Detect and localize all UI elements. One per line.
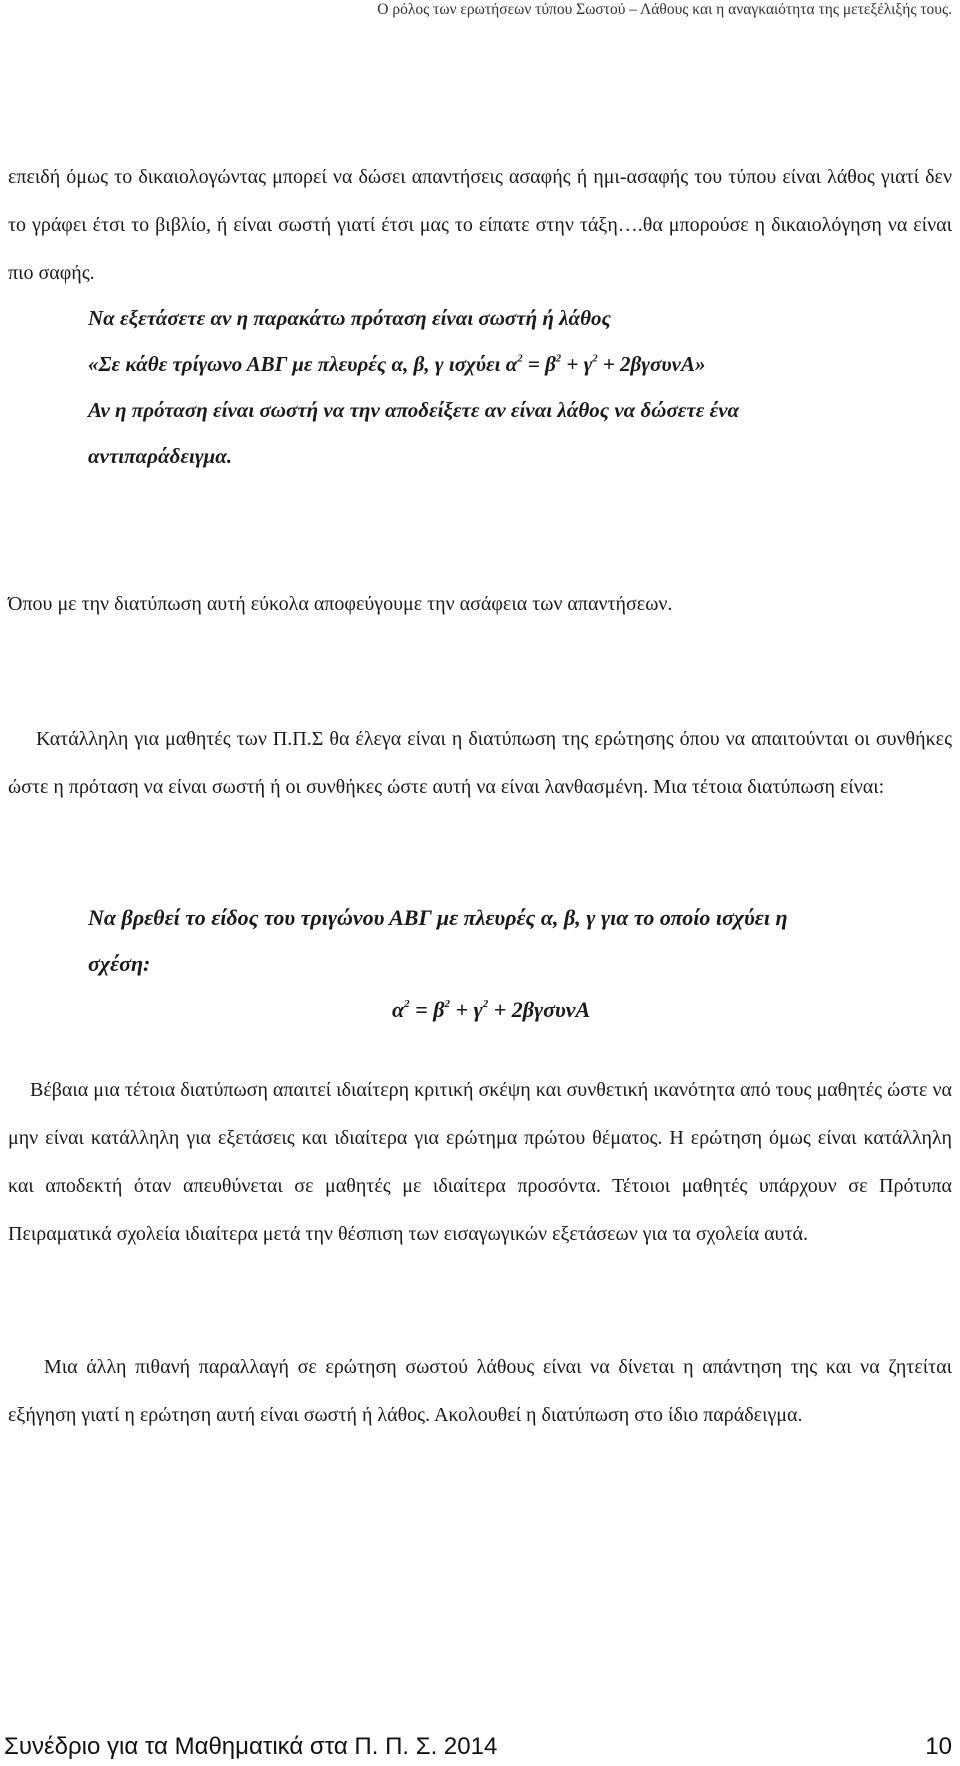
page-number: 10	[925, 1733, 952, 1760]
exponent: 2	[517, 353, 523, 365]
exponent: 2	[404, 998, 410, 1011]
formula-part: α	[392, 997, 405, 1022]
formula-part: + γ	[449, 997, 483, 1022]
exponent: 2	[482, 998, 489, 1011]
statement-text: = β	[522, 352, 556, 376]
formula-part: = β	[409, 997, 445, 1022]
question-line-1: Να εξετάσετε αν η παρακάτω πρόταση είναι σωστή ή λάθος	[88, 306, 611, 330]
formula-part: + 2βγσυνΑ	[488, 997, 591, 1022]
exponent: 2	[555, 353, 562, 365]
exponent: 2	[444, 998, 450, 1011]
question-line-3: Αν η πρόταση είναι σωστή να την αποδείξετε αν είναι λάθος να δώσετε ένα	[88, 398, 740, 422]
running-header: Ο ρόλος των ερωτήσεων τύπου Σωστού – Λάθους και η αναγκαιότητα της μετεξέλιξής τους.	[377, 1, 952, 18]
paragraph-variation: Μια άλλη πιθανή παραλλαγή σε ερώτηση σωστού λάθους είναι να δίνεται η απάντηση της και να ζητείται εξήγηση γιατί η ερώτηση αυτή είναι σωστή ή λάθος. Ακολουθεί η διατύπωση στο ίδιο παράδειγμα.	[8, 1356, 952, 1426]
paragraph-justification: επειδή όμως το δικαιολογώντας μπορεί να δώσει απαντήσεις ασαφής ή ημι-ασαφής του τύπου είναι λάθος γιατί δεν το γράφει έτσι το βιβλίο, ή είναι σωστή γιατί έτσι μας το είπατε στην τάξη….θα μπορούσε η δικαιολόγηση να είναι πιο σαφής.	[8, 166, 952, 284]
question-line-2: σχέση:	[88, 951, 151, 976]
relation-formula	[392, 997, 590, 1023]
exponent: 2	[592, 353, 598, 365]
footer-conference: Συνέδριο για τα Μαθηματικά στα Π. Π. Σ. 2014	[4, 1733, 498, 1760]
paragraph-suitable-wording: Κατάλληλη για μαθητές των Π.Π.Σ θα έλεγα είναι η διατύπωση της ερώτησης όπου να απαιτούνται οι συνθήκες ώστε η πρόταση να είναι σωστή ή οι συνθήκες ώστε αυτή να είναι λανθασμένη. Μια τέτοια διατύπωση είναι:	[8, 728, 952, 798]
question-line-2	[88, 352, 705, 377]
question-line-1: Να βρεθεί το είδος του τριγώνου ΑΒΓ με πλευρές α, β, γ για το οποίο ισχύει η	[88, 905, 788, 930]
statement-text: «Σε κάθε τρίγωνο ΑΒΓ με πλευρές α, β, γ ισχύει α	[88, 352, 518, 376]
question-line-4: αντιπαράδειγμα.	[88, 444, 233, 468]
statement-text: + γ	[561, 352, 593, 376]
paragraph-avoid-ambiguity: Όπου με την διατύπωση αυτή εύκολα αποφεύγουμε την ασάφεια των απαντήσεων.	[8, 593, 673, 615]
statement-text: + 2βγσυνΑ»	[597, 352, 706, 376]
paragraph-critical-thinking: Βέβαια μια τέτοια διατύπωση απαιτεί ιδιαίτερη κριτική σκέψη και συνθετική ικανότητα από τους μαθητές ώστε να μην είναι κατάλληλη για εξετάσεις και ιδιαίτερα για ερώτημα πρώτου θέματος. Η ερώτηση όμως είναι κατάλληλη και αποδεκτή όταν απευθύνεται σε μαθητές με ιδιαίτερα προσόντα. Τέτοιοι μαθητές υπάρχουν σε Πρότυπα Πειραματικά σχολεία ιδιαίτερα μετά την θέσπιση των εισαγωγικών εξετάσεων για τα σχολεία αυτά.	[8, 1079, 952, 1245]
